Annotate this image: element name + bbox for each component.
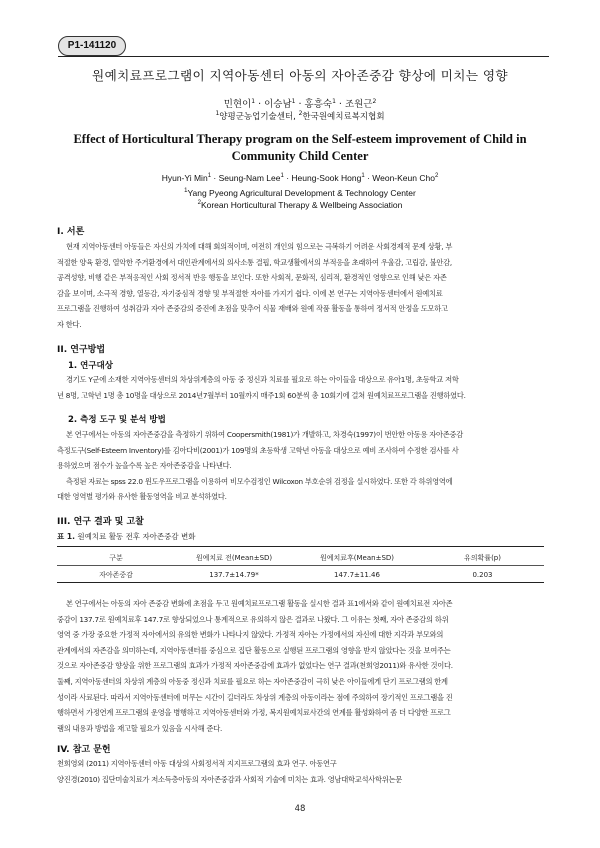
author-name: 조원근 xyxy=(344,99,373,110)
affiliation-text: 양평군농업기술센터, xyxy=(219,112,299,122)
measurement-heading: 2. 측정 도구 및 분석 방법 xyxy=(68,415,166,425)
reference-item: 천희영외 (2011) 지역아동센터 아동 대상의 사회정서적 지지프로그램의 효과 연구. 아동연구 xyxy=(57,759,337,768)
affiliation-marker: 1 xyxy=(207,173,212,179)
author-separator: · xyxy=(335,99,345,110)
affiliation-marker: 1 xyxy=(291,98,296,105)
author-separator: · xyxy=(255,99,265,110)
author-name: Weon-Keun Cho xyxy=(372,173,435,183)
affiliation-marker: 1 xyxy=(361,173,365,179)
korean-affiliations xyxy=(40,110,560,122)
affiliation-marker: 1 xyxy=(332,98,336,105)
author-name: 이승남 xyxy=(264,99,292,110)
affiliation-marker: 2 xyxy=(372,98,377,105)
table-cell: 147.7±11.46 xyxy=(334,570,380,579)
affiliation-marker: 1 xyxy=(280,173,284,179)
table-caption: 표 1. 원예치료 활동 전후 자아존중감 변화 xyxy=(57,532,196,541)
affiliation-marker: 1 xyxy=(251,98,256,105)
table-header-cell: 구분 xyxy=(109,553,123,562)
intro-paragraph: 현재 지역아동센터 아동들은 자신의 가치에 대해 회의적이며, 여전히 개인의 힘으로는 극복하기 어려운 사회경제적 문제 상황, 부 적절한 양육 환경, 열악한 주거환경에서 대인관계에서의 의사소통 결핍, 학교생활에서의 부적응을 초래하여 우울감, 고립감, 불안감, 공격성향, 비행 같은 부적응적인 사회 정서적 반응 행동을 보인다. 또한 사회적, 문화적, 심리적, 환경적인 영향으로 인해 낮은 자존 감을 보이며, 소극적 경향, 열등감, 자기중심적 경향 및 부적절한 자아를 가지기 쉽다. 이에 본 연구는 지역아동센터에서 원예치료 프로그램을 진행하여 성취감과 자아 존중감의 증진에 초점을 맞추어 식물 재배와 원예 작품 활동을 통하여 정서적 안정을 도모하고 자 한다. xyxy=(57,242,453,329)
affiliation-marker: 1 xyxy=(215,110,220,117)
author-name: Seung-Nam Lee xyxy=(218,173,281,183)
table-cell: 0.203 xyxy=(472,570,493,579)
references-heading: IV. 참고 문헌 xyxy=(57,745,111,755)
author-name: 홍흥숙 xyxy=(304,99,333,110)
references-list xyxy=(57,756,544,787)
english-title-line: Effect of Horticultural Therapy program on the Self-esteem improvement of Child in xyxy=(73,132,527,146)
author-name: Hyun-Yi Min xyxy=(161,173,208,183)
table-header-cell: 원예치료 전(Mean±SD) xyxy=(195,553,273,562)
korean-title: 원예치료프로그램이 지역아동센터 아동의 자아존중감 향상에 미치는 영향 xyxy=(92,68,508,83)
author-separator: · xyxy=(211,173,219,183)
english-affiliation: $^1$Yang Pyeong Agricultural Development & Technology Center xyxy=(184,188,416,198)
english-title xyxy=(40,131,560,165)
english-authors xyxy=(40,173,560,183)
results-paragraph: 본 연구에서는 아동의 자아 존중감 변화에 초점을 두고 원예치료프로그램 활동을 실시한 결과 표1에서와 같이 원예치료전 자아존 중감이 137.7로 원예치료후 147.7로 향상되었으나 통계적으로 유의하지 않은 결과로 나왔다. 그 이유는 첫째, 자아 존중감의 하위 영역 중 가장 중요한 가정적 자아에서의 유의한 변화가 나타나지 않았다. 가정적 자아는 가정에서의 자신에 대한 지각과 부모와의 관계에서의 자존감을 의미하는데, 지역아동센터를 중심으로 집단 활동으로 실행된 프로그램의 영향을 받지 않았다는 것을 보여주는 것으로 자아존중감 향상을 위한 프로그램의 효과가 가정적 자아존중감에 효과가 없었다는 연구 결과(천희영2011)와 유사한 것이다. 둘째, 지역아동센터의 차상위 계층의 아동중 정신과 치료를 필요로 하는 자아존중감이 극히 낮은 아이들에게 단기 프로그램의 한계 성이라 사료된다. 따라서 지역아동센터에 머무는 시간이 길더라도 차상위 계층의 아동이라는 점에 주의하여 장기적인 프로그램을 진 행하면서 가정연계 프로그램의 운영을 병행하고 지역아동센터와 가정, 복지원예치료사간의 연계를 활성화하여 좀 더 다양한 프로그 램의 내용과 방법을 재고할 필요가 있음을 시사해 준다. xyxy=(57,599,453,733)
affiliation-marker: 2 xyxy=(434,173,439,179)
page-number: 48 xyxy=(294,804,306,814)
korean-authors xyxy=(40,96,560,110)
methods-heading: II. 연구방법 xyxy=(57,345,106,355)
measurement-paragraph: 본 연구에서는 아동의 자아존중감을 측정하기 위하여 Coopersmith(1981)가 개발하고, 차경숙(1997)이 번안한 아동용 자아존중감 측정도구(Self-Esteem Inventory)를 김아다비(2001)가 109명의 초등학생 고학년 아동을 대상으로 예비 조사하여 수정한 검사를 사 용하였으며 점수가 높을수록 높은 자아존중감을 나타낸다. 측정된 자료는 spss 22.0 윈도우프로그램을 이용하여 비모수검정인 Wilcoxon 부호순위 검정을 실시하였다. 또한 각 하위영역에 대한 영역별 평가와 유사한 활동영역을 비교 분석하였다. xyxy=(57,430,464,502)
author-separator: · xyxy=(283,173,292,183)
affiliation-marker: 2 xyxy=(298,110,303,117)
subjects-heading: 1. 연구대상 xyxy=(68,361,113,371)
author-name: 민현이 xyxy=(223,99,252,110)
page-id-badge: P1-141120 xyxy=(58,36,126,56)
table-cell: 137.7±14.79* xyxy=(209,570,259,579)
table-header-row xyxy=(57,549,544,566)
table-header-cell: 원예치료후(Mean±SD) xyxy=(319,553,395,562)
results-heading: III. 연구 결과 및 고찰 xyxy=(57,517,144,527)
english-title-line: Community Child Center xyxy=(231,149,369,163)
author-separator: · xyxy=(364,173,373,183)
subjects-paragraph: 경기도 Y군에 소재한 지역아동센터의 차상위계층의 아동 중 정신과 치료를 필요로 하는 아이들을 대상으로 유아1명, 초등학교 저학 년 8명, 고학년 1명 총 10명을 대상으로 2014년7월부터 10월까지 매주1회 60분씩 총 10회기에 걸쳐 원예치료프로그램을 진행하였다. xyxy=(57,375,466,400)
affiliation-text: 한국원예치료복지협회 xyxy=(302,112,385,122)
header-rule xyxy=(58,56,549,57)
reference-item: 양진경(2010) 집단미술치료가 저소득층아동의 자아존중감과 사회적 기술에 미치는 효과. 영남대학교석사학위논문 xyxy=(57,774,403,784)
author-name: Heung-Sook Hong xyxy=(291,173,362,183)
author-separator: · xyxy=(295,99,305,110)
table-header-cell: 유의확률(p) xyxy=(464,553,501,562)
table-cell: 자아존중감 xyxy=(99,570,133,579)
results-table xyxy=(57,546,544,583)
english-affiliation: $^2$Korean Horticultural Therapy & Wellbeing Association xyxy=(197,200,403,210)
intro-heading: I. 서론 xyxy=(57,227,85,237)
table-row xyxy=(57,566,544,583)
